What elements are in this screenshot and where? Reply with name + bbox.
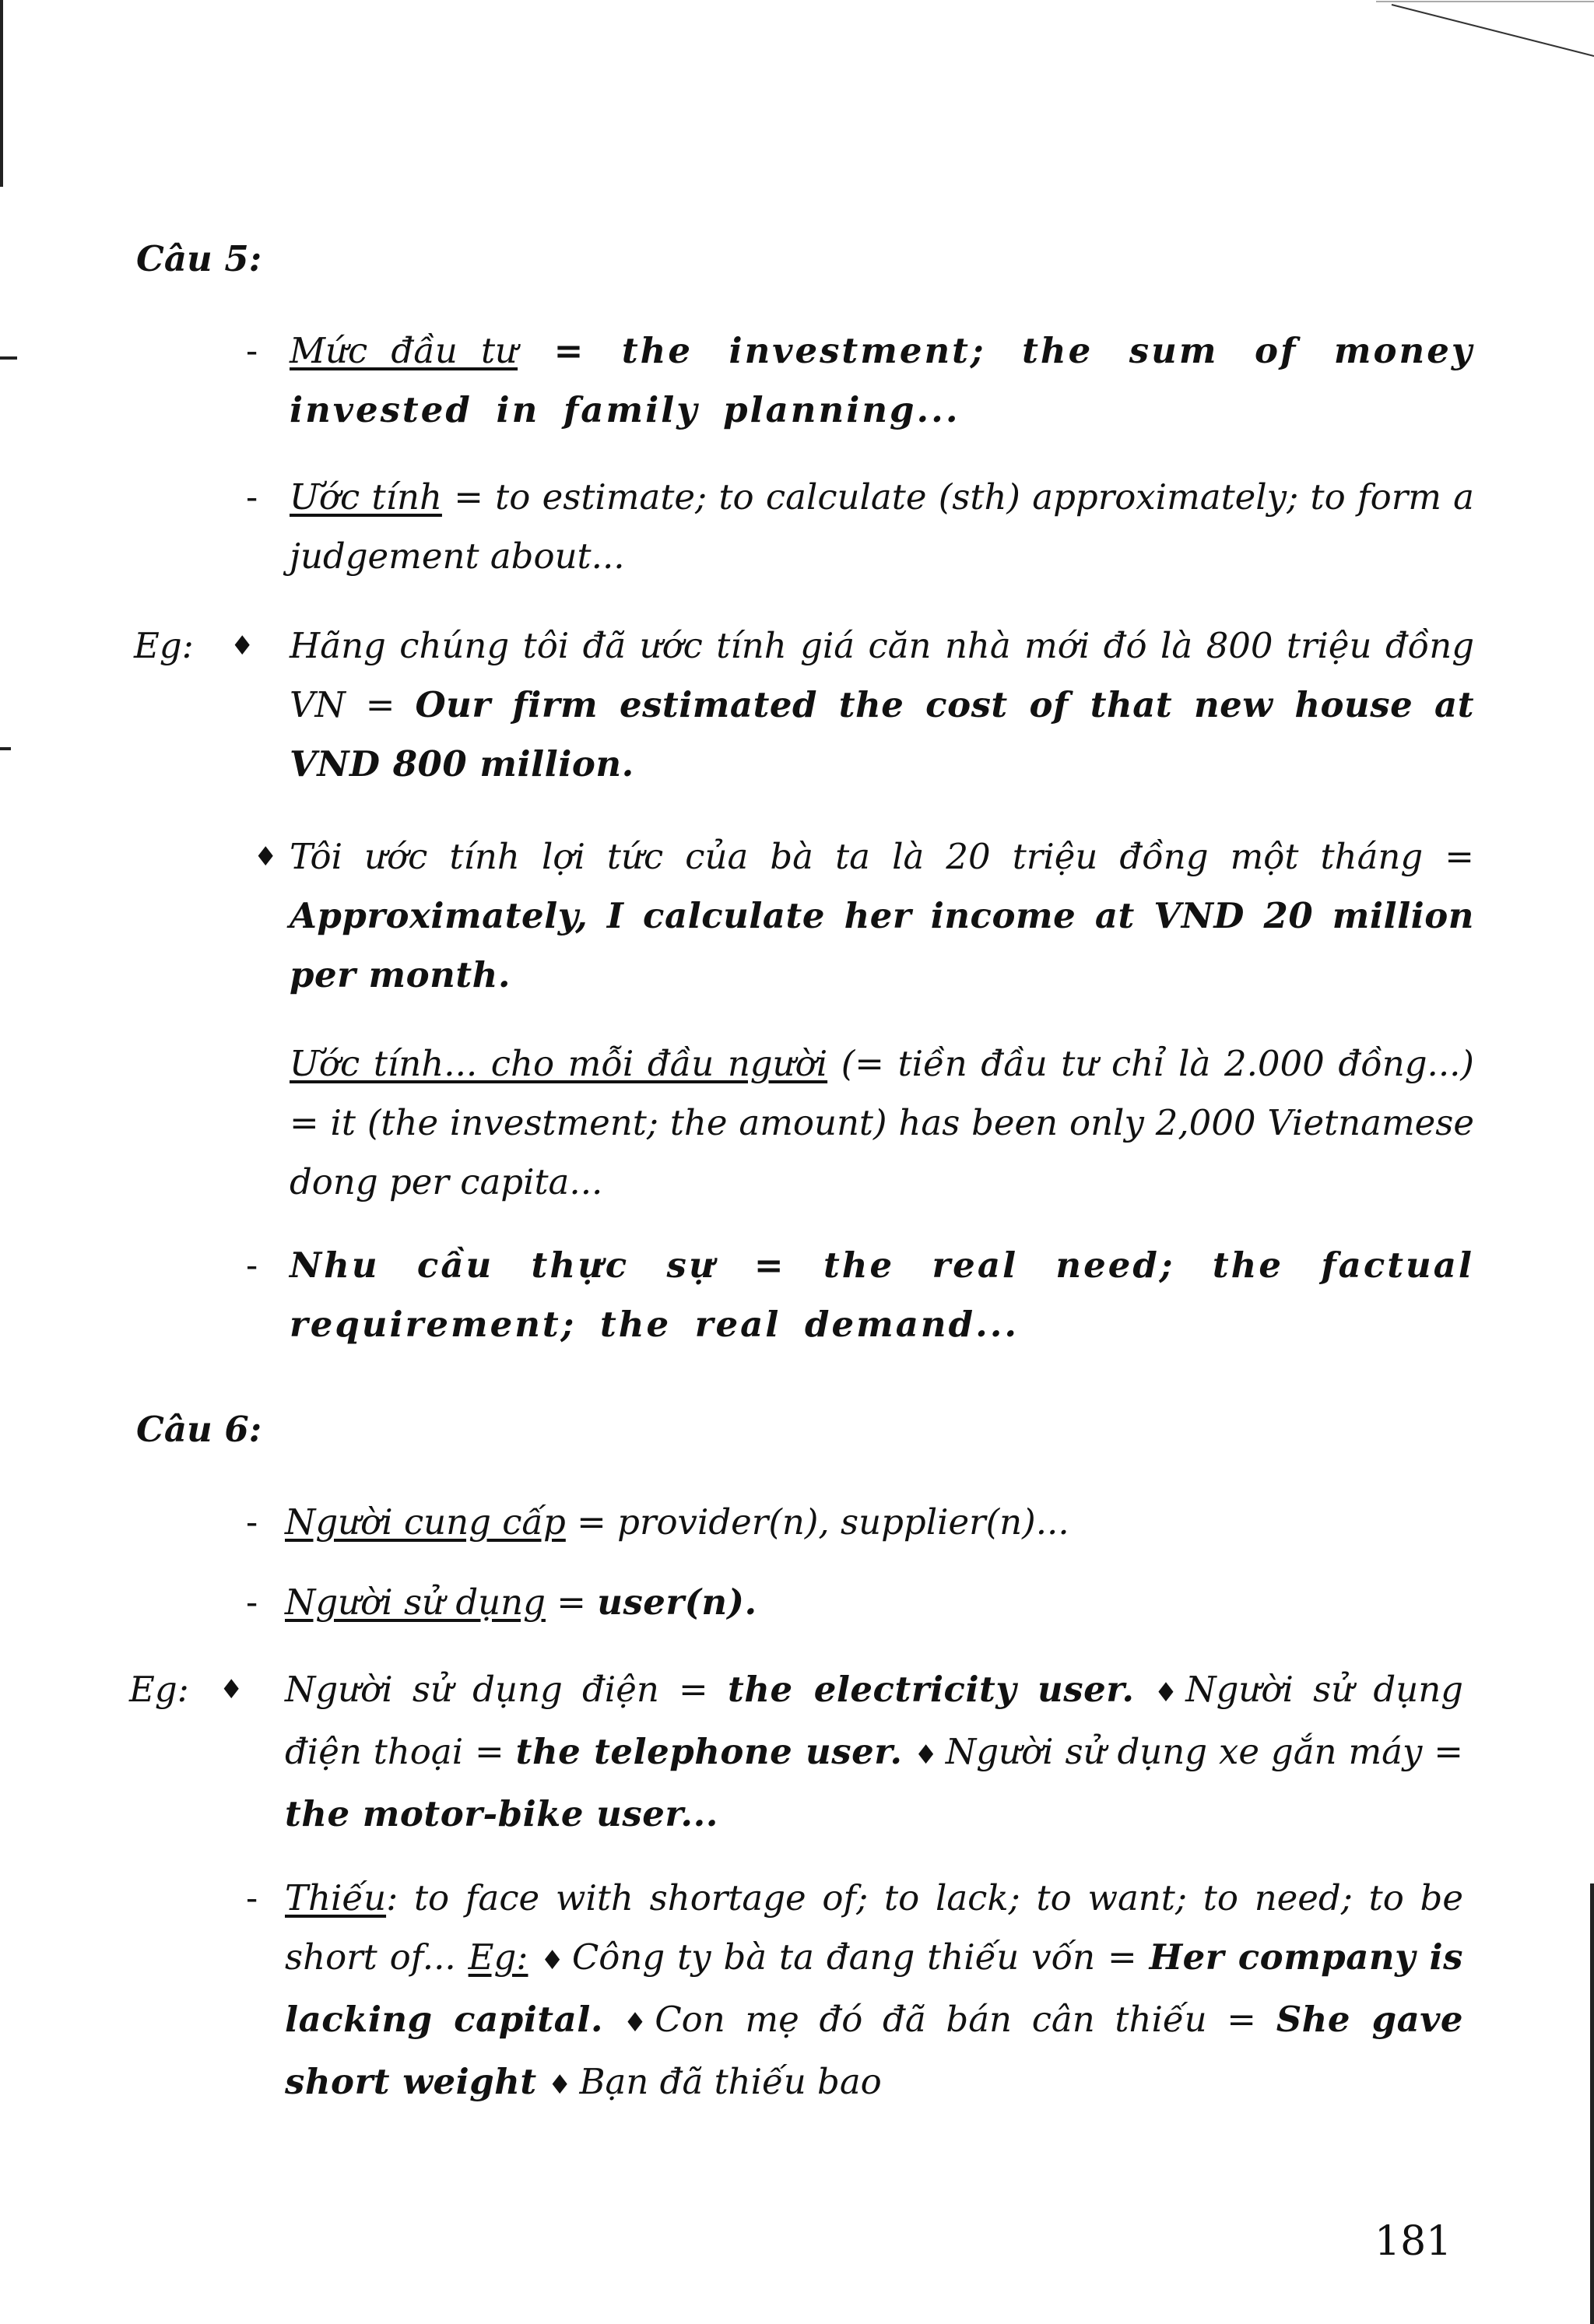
example-label: Eg:	[468, 1936, 528, 1978]
bullet-diamond-icon: ♦	[623, 2007, 648, 2038]
example-vi: Hãng chúng tôi đã ước tính giá căn nhà mới đó là 800 triệu đồng VN =	[290, 625, 1474, 725]
example-vi: Người sử dụng điện thoại =	[285, 1669, 1463, 1772]
example-vi: Tôi ước tính lợi tức của bà ta là 20 triệu đồng một tháng =	[290, 836, 1474, 877]
bullet-diamond-icon: ♦	[230, 630, 255, 662]
bullet-diamond-icon: ♦	[540, 1945, 564, 1976]
list-dash: -	[246, 1244, 258, 1286]
list-dash: -	[246, 476, 258, 518]
example-vi: Công ty bà ta đang thiếu vốn =	[571, 1936, 1150, 1978]
entry-nguoi-su-dung	[285, 1573, 1474, 1632]
scan-mark	[0, 356, 17, 360]
definition-bold: user(n).	[597, 1582, 757, 1623]
example-en: Approximately, I calculate her income at VND 20 million per month.	[290, 895, 1474, 995]
bullet-diamond-icon: ♦	[547, 2069, 572, 2101]
entry-thieu	[285, 1869, 1463, 2115]
definition: = the investment; the sum of money invested in family planning...	[290, 330, 1474, 430]
example-vi: Con mẹ đó đã bán cân thiếu =	[655, 1999, 1276, 2040]
example-vi: Bạn đã thiếu bao	[579, 2061, 882, 2102]
scan-mark	[0, 747, 11, 750]
list-dash: -	[246, 330, 258, 371]
example-users	[285, 1660, 1463, 1844]
page-number: 181	[1375, 2218, 1452, 2265]
example-income	[290, 827, 1474, 1005]
example-vi: Người sử dụng điện =	[285, 1669, 728, 1710]
bullet-diamond-icon: ♦	[1153, 1677, 1178, 1708]
example-label: Eg:	[129, 1669, 189, 1710]
example-en: She gave short weight	[285, 1999, 1464, 2102]
bullet-diamond-icon: ♦	[219, 1674, 244, 1705]
term: Ước tính	[290, 476, 442, 518]
section-heading-cau-5: Câu 5:	[136, 238, 262, 279]
entry-nguoi-cung-cap	[285, 1493, 1474, 1552]
section-heading-cau-6: Câu 6:	[136, 1409, 262, 1450]
example-en: the telephone user.	[515, 1731, 903, 1772]
term: Thiếu	[285, 1877, 387, 1919]
list-dash: -	[246, 1877, 258, 1919]
entry-nhu-cau: Nhu cầu thực sự = the real need; the factual requirement; the real demand...	[290, 1244, 1474, 1345]
example-label: Eg:	[134, 625, 194, 666]
definition: = provider(n), supplier(n)...	[565, 1501, 1069, 1543]
term: Người sử dụng	[285, 1582, 546, 1623]
entry-muc-dau-tu	[290, 321, 1474, 440]
example-vi: Người sử dụng xe gắn máy =	[945, 1731, 1463, 1772]
bullet-diamond-icon: ♦	[254, 841, 278, 872]
list-dash: -	[246, 1582, 258, 1623]
example-en: the electricity user.	[727, 1669, 1135, 1710]
definition: : to face with shortage of; to lack; to want; to need; to be short of...	[285, 1877, 1463, 1978]
scan-edge-left	[0, 0, 3, 187]
entry-uoc-tinh-dau-nguoi	[290, 1034, 1474, 1212]
example-en: Her company is lacking capital.	[285, 1936, 1463, 2040]
term: Mức đầu tư	[290, 330, 518, 371]
entry-uoc-tinh	[290, 468, 1474, 586]
bullet-diamond-icon: ♦	[914, 1739, 938, 1771]
definition: (= tiền đầu tư chỉ là 2.000 đồng...) = it (the investment; the amount) has been only 2,000 Vietnamese dong per capita...	[290, 1043, 1474, 1202]
example-house-cost	[290, 616, 1474, 794]
example-en: Our firm estimated the cost of that new house at VND 800 million.	[290, 684, 1474, 785]
list-dash: -	[246, 1501, 258, 1543]
term: Người cung cấp	[285, 1501, 566, 1543]
scan-corner-line	[1376, 0, 1594, 62]
definition: =	[545, 1582, 598, 1623]
definition: = to estimate; to calculate (sth) approximately; to form a judgement about...	[290, 476, 1474, 577]
example-en: the motor-bike user...	[285, 1793, 718, 1834]
term: Ước tính... cho mỗi đầu người	[290, 1043, 828, 1084]
scan-edge-right	[1590, 1883, 1594, 2324]
